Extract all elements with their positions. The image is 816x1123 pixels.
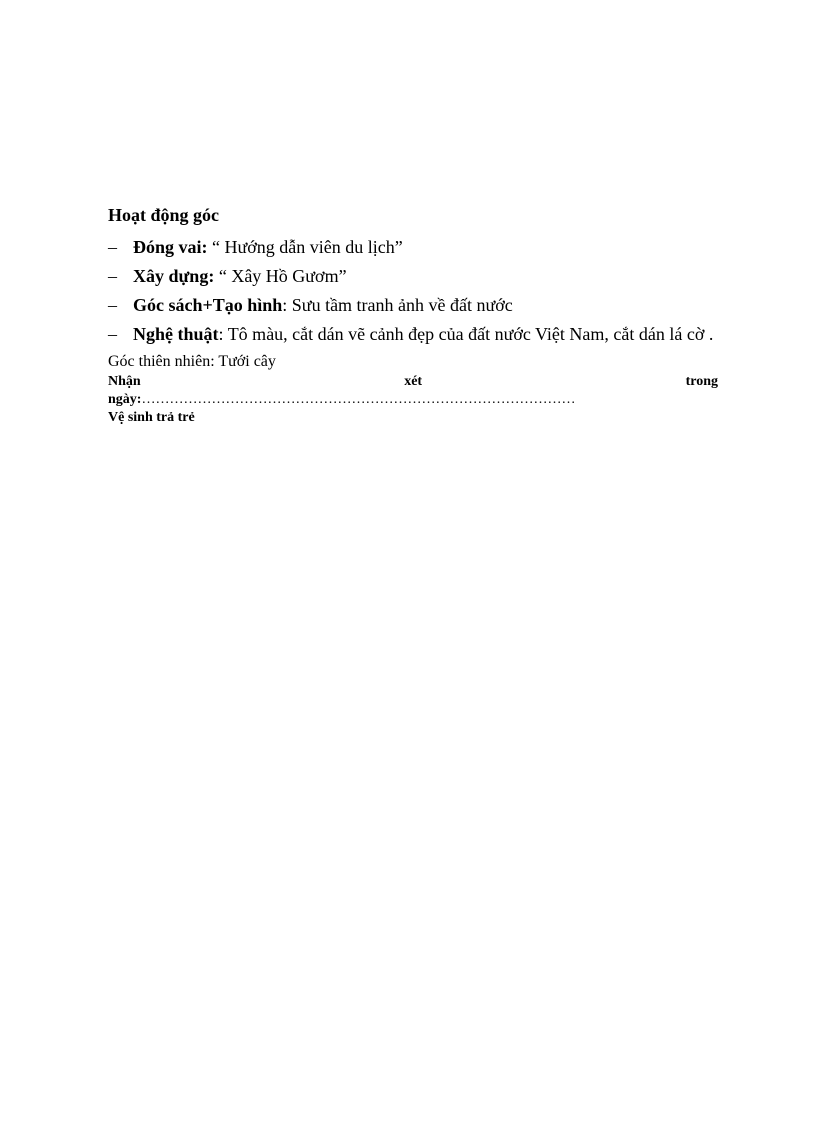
item-label: Góc sách+Tạo hình — [133, 295, 283, 315]
bullet-dash: – — [108, 324, 117, 344]
review-word: Nhận — [108, 374, 141, 389]
dotted-leader: ………………………………………………………………………………… — [141, 392, 576, 407]
nature-corner-line: Góc thiên nhiên: Tưới cây — [108, 353, 276, 370]
review-line — [108, 373, 718, 391]
bullet-dash: – — [108, 295, 117, 315]
bullet-dash: – — [108, 266, 117, 286]
item-label: Xây dựng: — [133, 266, 215, 286]
list-item-books-art — [108, 291, 718, 320]
list-item-building — [108, 262, 718, 291]
hygiene-line: Vệ sinh trả trẻ — [108, 410, 195, 425]
item-label: Nghệ thuật — [133, 324, 219, 344]
bullet-dash: – — [108, 237, 117, 257]
section-heading: Hoạt động góc — [108, 205, 220, 225]
day-line — [108, 391, 718, 409]
review-word: trong — [685, 374, 718, 389]
item-label: Đóng vai: — [133, 237, 208, 257]
content-block — [108, 203, 718, 427]
day-label: ngày: — [108, 392, 142, 407]
item-text: “ Hướng dẫn viên du lịch” — [207, 237, 403, 257]
item-text: : Sưu tầm tranh ảnh về đất nước — [282, 295, 513, 315]
item-text: : Tô màu, cắt dán vẽ cảnh đẹp của đất nước Việt Nam, cắt dán lá cờ . — [218, 324, 714, 344]
item-text: “ Xây Hồ Gươm” — [214, 266, 347, 286]
list-item-arts — [108, 320, 718, 349]
review-word: xét — [404, 374, 423, 389]
list-item-role-play — [108, 233, 718, 262]
